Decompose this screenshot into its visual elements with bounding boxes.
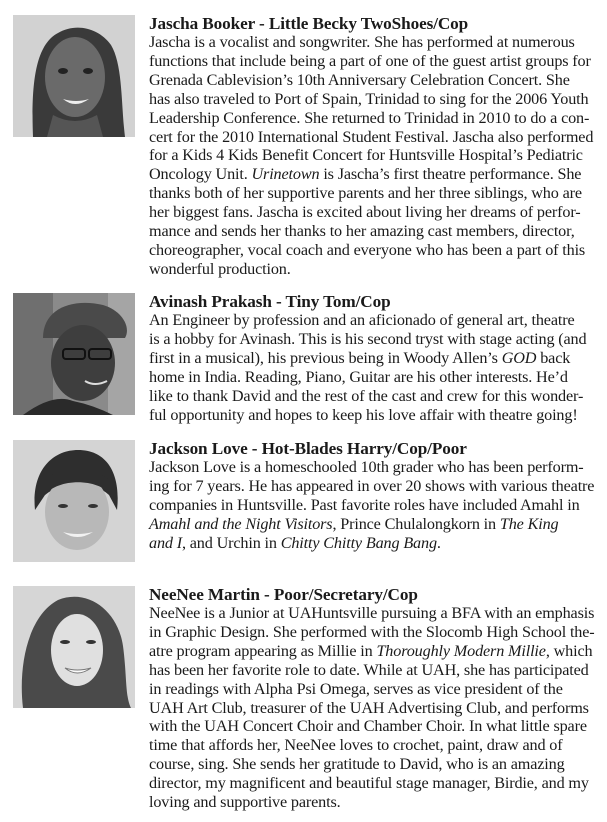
bio-text-line: is a hobby for Avinash. This is his second tryst with stage acting (and xyxy=(149,329,587,348)
bio-heading: Jascha Booker - Little Becky TwoShoes/Cop xyxy=(149,14,469,33)
italic-title: GOD xyxy=(501,348,537,367)
bio-text-line: wonderful production. xyxy=(149,259,291,278)
bio-text-line: Oncology Unit. Urinetown is Jascha’s first theatre performance. She xyxy=(149,165,582,184)
bio-text-line: thanks both of her supportive parents and her three siblings, who are xyxy=(149,184,582,203)
bio-text-line: ful opportunity and hopes to keep his love affair with theatre going! xyxy=(149,405,578,424)
bio-body xyxy=(149,458,601,553)
bio-text-line: ing for 7 years. He has appeared in over 20 shows with various theatre xyxy=(149,476,595,495)
bio-heading: Jackson Love - Hot-Blades Harry/Cop/Poor xyxy=(149,439,467,458)
bio-text-line: has been her favorite role to date. While at UAH, she has participated xyxy=(149,660,589,679)
italic-title: and I xyxy=(149,533,182,552)
bio-text-line: and I, and Urchin in Chitty Chitty Bang Bang. xyxy=(149,533,441,552)
portrait-image-woman xyxy=(13,15,135,137)
portrait-photo xyxy=(13,15,135,137)
bio-text-line: in readings with Alpha Psi Omega, serves as vice president of the xyxy=(149,679,563,698)
bio-text-line: An Engineer by profession and an aficionado of general art, theatre xyxy=(149,311,575,329)
bio-heading: NeeNee Martin - Poor/Secretary/Cop xyxy=(149,585,418,604)
bio-text-line: Jascha is a vocalist and songwriter. She has performed at numerous xyxy=(149,33,575,51)
bio-text-line: like to thank David and the rest of the cast and crew for this wonder- xyxy=(149,386,584,405)
bio-text-line: with the UAH Concert Choir and Chamber Choir. In what little spare xyxy=(149,717,587,736)
bio-text-line: Grenada Cablevision’s 10th Anniversary Celebration Concert. She xyxy=(149,70,570,89)
bio-body xyxy=(149,33,601,279)
bio-text-line: Jackson Love is a homeschooled 10th grader who has been perform- xyxy=(149,458,584,476)
italic-title: Urinetown xyxy=(251,165,320,184)
bio-text-line: her biggest fans. Jascha is excited about living her dreams of perfor- xyxy=(149,203,581,222)
bio-text-line: mance and sends her thanks to her amazing cast members, director, xyxy=(149,222,575,241)
bio-text-line: cert for the 2010 International Student Festival. Jascha also performed xyxy=(149,127,594,146)
bio-text-line: UAH Art Club, treasurer of the UAH Advertising Club, and performs xyxy=(149,698,589,717)
bio-body xyxy=(149,311,601,424)
bio-text-line: time that affords her, NeeNee loves to crochet, paint, draw and of xyxy=(149,736,563,755)
bio-text-line: loving and supportive parents. xyxy=(149,793,341,812)
portrait-photo xyxy=(13,586,135,708)
bio-text-line: Leadership Conference. She returned to Trinidad in 2010 to do a con- xyxy=(149,108,590,127)
bio-heading: Avinash Prakash - Tiny Tom/Cop xyxy=(149,292,391,311)
portrait-photo xyxy=(13,293,135,415)
portrait-image-man-cap-glasses xyxy=(13,293,135,415)
portrait-photo xyxy=(13,440,135,562)
bio-text-line: functions that include being a part of one of the guest artist groups for xyxy=(149,51,591,70)
portrait-image-woman-curly-hair xyxy=(13,586,135,708)
bio-text-line: home in India. Reading, Piano, Guitar are his other interests. He’d xyxy=(149,367,568,386)
bio-text-line: in Graphic Design. She performed with the Slocomb High School the- xyxy=(149,622,595,641)
bio-text-line: atre program appearing as Millie in Thoroughly Modern Millie, which xyxy=(149,641,593,660)
italic-title: Chitty Chitty Bang Bang xyxy=(280,533,437,552)
bio-body xyxy=(149,604,601,812)
bio-text-line: NeeNee is a Junior at UAHuntsville pursuing a BFA with an emphasis xyxy=(149,604,595,622)
bio-text-line: first in a musical), his previous being in Woody Allen’s GOD back xyxy=(149,348,571,367)
bio-text-line: has also traveled to Port of Spain, Trinidad to sing for the 2006 Youth xyxy=(149,89,589,108)
bio-text-line: for a Kids 4 Kids Benefit Concert for Huntsville Hospital’s Pediatric xyxy=(149,146,583,165)
bio-text-line: course, sing. She sends her gratitude to David, who is an amazing xyxy=(149,755,565,774)
bio-text-line: choreographer, vocal coach and everyone who has been a part of this xyxy=(149,240,586,259)
bio-text-line: Amahl and the Night Visitors, Prince Chulalongkorn in The King xyxy=(149,514,559,533)
bio-text-line: director, my magnificent and beautiful stage manager, Birdie, and my xyxy=(149,774,589,793)
bio-text-line: companies in Huntsville. Past favorite roles have included Amahl in xyxy=(149,495,580,514)
italic-title: Thoroughly Modern Millie xyxy=(376,641,546,660)
italic-title: Amahl and the Night Visitors xyxy=(149,514,333,533)
portrait-image-boy xyxy=(13,440,135,562)
italic-title: The King xyxy=(499,514,559,533)
